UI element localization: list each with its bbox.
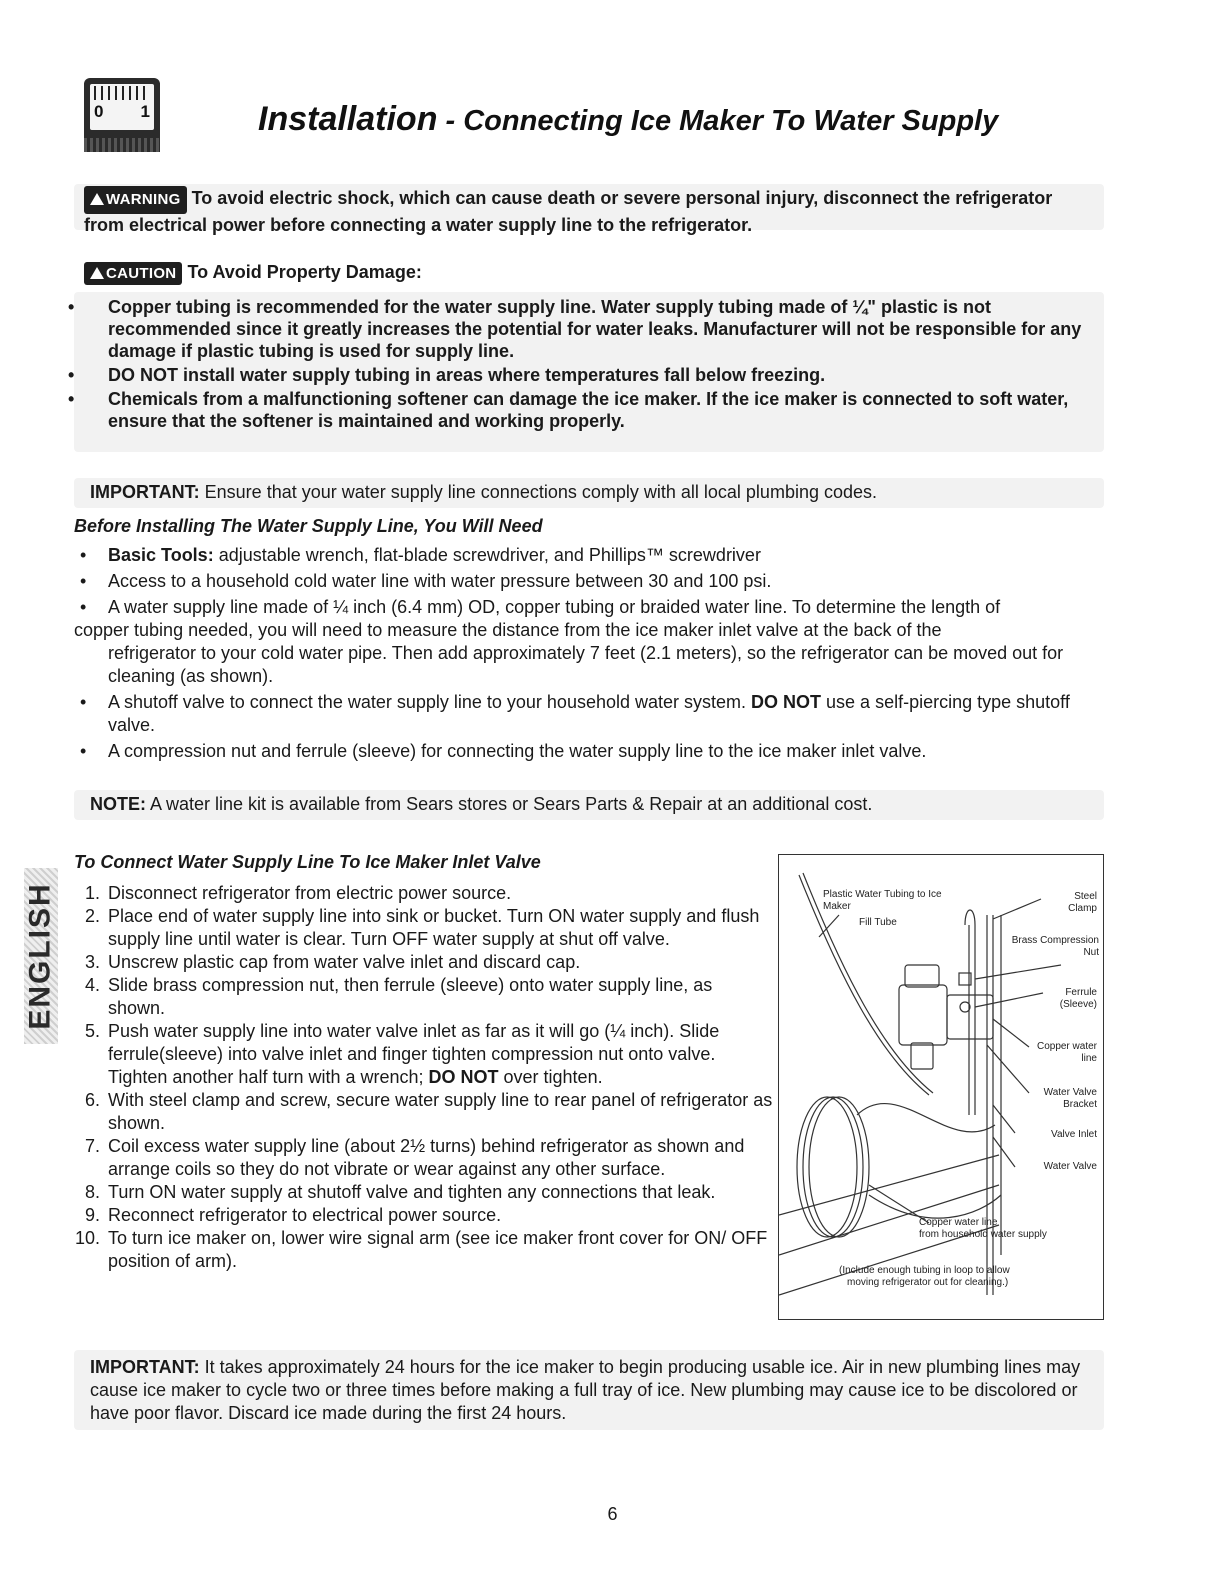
caution-item: • DO NOT install water supply tubing in areas where temperatures fall below freezing. <box>68 365 826 385</box>
label-water-valve: Water Valve <box>1043 1161 1097 1172</box>
step-item: 9. Reconnect refrigerator to electrical power source. <box>84 1205 502 1225</box>
note <box>90 794 872 815</box>
label-valve-bracket: Water Valve Bracket <box>1043 1087 1097 1110</box>
label-loop-note-1: (Include enough tubing in loop to allow <box>839 1265 1010 1276</box>
steps-list <box>74 882 774 1273</box>
label-loop-note-2: moving refrigerator out for cleaning.) <box>847 1277 1009 1288</box>
requirement-item: • Basic Tools: adjustable wrench, flat-blade screwdriver, and Phillips™ screwdriver <box>80 545 761 565</box>
step-item: 6. With steel clamp and screw, secure water supply line to rear panel of refrigerator as shown. <box>84 1090 773 1133</box>
step-item: 4. Slide brass compression nut, then ferrule (sleeve) onto water supply line, as shown. <box>84 975 713 1018</box>
requirements-list <box>74 544 1114 766</box>
alert-triangle-icon <box>90 267 104 279</box>
label-fill-tube: Fill Tube <box>859 917 897 928</box>
caution-badge: CAUTION <box>84 262 182 285</box>
connect-heading: To Connect Water Supply Line To Ice Maker Inlet Valve <box>74 852 541 872</box>
caution-item: • Copper tubing is recommended for the water supply line. Water supply tubing made of ¼" plastic is not recommended since it greatly increases the potential for water leaks. Manufacturer will not be responsible for any damage if plastic tubing is used for supply line. <box>68 297 1082 361</box>
warning-block <box>84 186 1094 236</box>
label-brass-nut: Brass Compression Nut <box>1011 935 1099 958</box>
caution-heading-text: To Avoid Property Damage: <box>187 262 422 282</box>
label-ferrule: Ferrule (Sleeve) <box>1059 987 1097 1010</box>
requirement-item: • A compression nut and ferrule (sleeve) for connecting the water supply line to the ice maker inlet valve. <box>80 741 927 761</box>
important-text: Ensure that your water supply line connections comply with all local plumbing codes. <box>199 482 878 502</box>
step-item: 1. Disconnect refrigerator from electric power source. <box>84 883 512 903</box>
step-item: 10. To turn ice maker on, lower wire signal arm (see ice maker front cover for ON/ OFF position of arm). <box>74 1228 768 1271</box>
important-note-2 <box>90 1356 1095 1425</box>
dial-icon <box>84 78 160 152</box>
label-copper-household-1: Copper water line <box>919 1217 998 1228</box>
title-sub: - Connecting Ice Maker To Water Supply <box>437 105 999 137</box>
label-copper-line: Copper water line <box>1036 1041 1097 1064</box>
label-valve-inlet: Valve Inlet <box>1051 1129 1097 1140</box>
title-main: Installation <box>258 100 438 138</box>
alert-triangle-icon <box>90 193 104 205</box>
before-heading: Before Installing The Water Supply Line, You Will Need <box>74 516 543 536</box>
language-tab-label: ENGLISH <box>24 882 58 1030</box>
important-text-2: It takes approximately 24 hours for the ice maker to begin producing usable ice. Air in new plumbing lines may cause ice maker to cycle two or three times before making a full tray of ice. New plumbing may cause ice to be discolored or have poor flavor. Discard ice made during the first 24 hours. <box>90 1357 1081 1423</box>
step-item: 7. Coil excess water supply line (about 2½ turns) behind refrigerator as shown and arrange coils so they do not vibrate or wear against any other surface. <box>84 1136 745 1179</box>
step-item: 8. Turn ON water supply at shutoff valve and tighten any connections that leak. <box>84 1182 716 1202</box>
requirement-item: • A water supply line made of ¼ inch (6.4 mm) OD, copper tubing or braided water line. To determine the length of copper tubing needed, you will need to measure the distance from the ice maker inlet valve at the back of the refrigerator to your cold water pipe. Then add approximately 7 feet (2.1 meters), so the refrigerator can be moved out for cleaning (as shown). <box>74 597 1064 686</box>
page-title <box>258 100 998 139</box>
requirement-item: • A shutoff valve to connect the water supply line to your household water system. DO NOT use a self-piercing type shutoff valve. <box>80 692 1070 735</box>
requirement-item: • Access to a household cold water line with water pressure between 30 and 100 psi. <box>80 571 772 591</box>
note-label: NOTE: <box>90 794 146 814</box>
step-item: 5. Push water supply line into water valve inlet as far as it will go (¼ inch). Slide ferrule(sleeve) into valve inlet and finger tighten compression nut onto valve. Tighten another half turn with a wrench; DO NOT over tighten. <box>84 1021 720 1087</box>
label-copper-household-2: from household water supply <box>919 1229 1047 1240</box>
warning-text: To avoid electric shock, which can cause death or severe personal injury, disconnect the refrigerator from electrical power before connecting a water supply line to the refrigerator. <box>84 188 1053 235</box>
important-label: IMPORTANT: <box>90 482 200 502</box>
page-number: 6 <box>607 1504 618 1524</box>
dial-zero-label: 0 <box>94 102 104 121</box>
water-valve-diagram <box>778 854 1104 1320</box>
note-text: A water line kit is available from Sears stores or Sears Parts & Repair at an additional cost. <box>146 794 873 814</box>
important-note <box>90 482 877 503</box>
important-label-2: IMPORTANT: <box>90 1357 200 1377</box>
caution-heading <box>84 262 422 285</box>
dial-one-label: 1 <box>140 102 150 121</box>
label-plastic-tubing: Plastic Water Tubing to Ice Maker <box>823 889 942 912</box>
step-item: 3. Unscrew plastic cap from water valve inlet and discard cap. <box>84 952 581 972</box>
step-item: 2. Place end of water supply line into sink or bucket. Turn ON water supply and flush supply line until water is clear. Turn OFF water supply at shut off valve. <box>84 906 760 949</box>
caution-list <box>60 296 1100 434</box>
caution-item: • Chemicals from a malfunctioning softener can damage the ice maker. If the ice maker is connected to soft water, ensure that the softener is maintained and working properly. <box>68 389 1069 431</box>
label-steel-clamp: Steel Clamp <box>1068 891 1097 914</box>
warning-badge: WARNING <box>84 186 187 214</box>
